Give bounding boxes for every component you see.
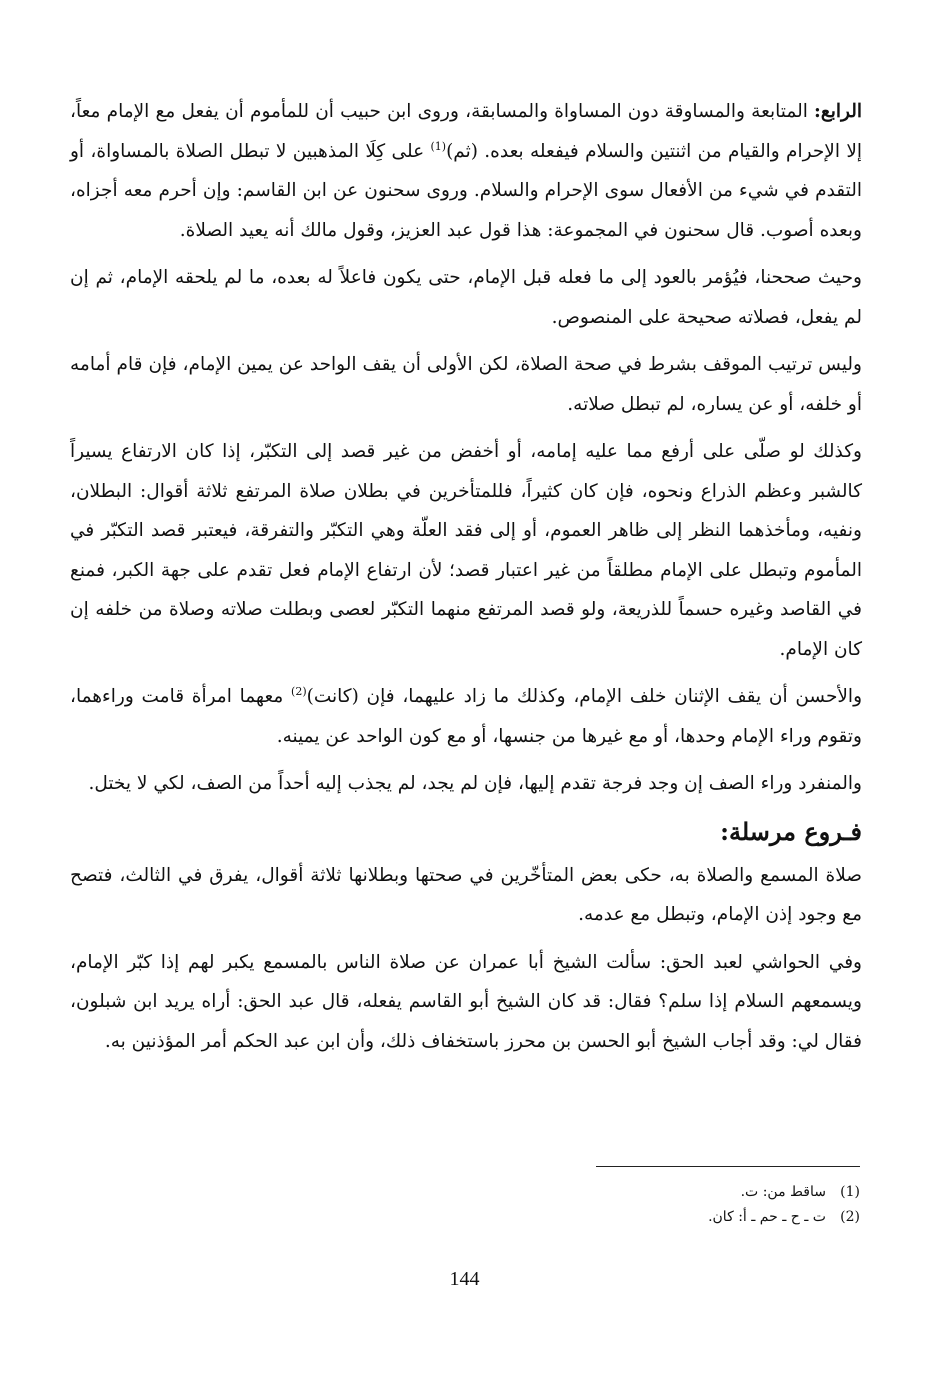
paragraph-text: وكذلك لو صلّى على أرفع مما عليه إمامه، أو أخفض من غير قصد إلى التكبّر، إذا كان الارتفاع يسيراً كالشبر وعظم الذراع ونحوه، فإن كان كثيراً، فللمتأخرين في بطلان صلاة المرتفع ثلاثة أقوال: البطلان، ونفيه، ومأخذهما النظر إلى ظاهر العموم، أو إلى فقد العلّة وهي التكبّر والتفرقة، فيعتبر قصد التكبّر في المأموم وتبطل على الإمام مطلقاً من غير اعتبار قصد؛ لأن ارتفاع الإمام فعل تقدم على جهة الكبر، فمنع في القاصد وغيره حسماً للذريعة، ولو قصد المرتفع منهما التكبّر لعصى وبطلت صلاته وصلاة من خلفه إن كان الإمام. xyxy=(70,441,862,660)
footnote-text: ساقط من: ت. xyxy=(740,1184,826,1200)
page-number: 144 xyxy=(449,1268,480,1290)
paragraph-1 xyxy=(70,92,862,250)
paragraph-text: على كِلَا المذهبين لا تبطل الصلاة بالمساواة، أو التقدم في شيء من الأفعال سوى الإحرام والسلام. وروى سحنون عن ابن القاسم: وإن أحرم معه أجزاه، وبعده أصوب. قال سحنون في المجموعة: هذا قول عبد العزيز، وقول مالك أنه يعيد الصلاة. xyxy=(70,140,862,241)
section-heading: فـروع مرسلة: xyxy=(720,816,862,846)
footnote-1 xyxy=(430,1180,860,1205)
paragraph-text: وليس ترتيب الموقف بشرط في صحة الصلاة، لكن الأولى أن يقف الواحد عن يمين الإمام، فإن قام أمامه أو خلفه، أو عن يساره، لم تبطل صلاته. xyxy=(70,354,862,415)
footnote-ref-1: (1) xyxy=(430,139,447,153)
main-text xyxy=(70,92,862,1069)
paragraph-8 xyxy=(70,943,862,1062)
footnote-number: (1) xyxy=(840,1184,860,1200)
paragraph-text: وحيث صححنا، فيُؤمر بالعود إلى ما فعله قبل الإمام، حتى يكون فاعلاً له بعده، ما لم يلحقه الإمام، ثم إن لم يفعل، فصلاته صحيحة على المنصوص. xyxy=(70,267,862,328)
paragraph-4 xyxy=(70,432,862,669)
paragraph-text: معهما امرأة قامت وراءهما، وتقوم وراء الإمام وحدها، أو مع غيرها من جنسها، أو مع كون الواحد عن يمينه. xyxy=(70,686,862,747)
footnote-number: (2) xyxy=(840,1209,860,1225)
paragraph-text: المتابعة والمساوقة دون المساواة والمسابقة، وروى ابن حبيب أن للمأموم أن يفعل مع الإمام معاً، إلا الإحرام والقيام من اثنتين والسلام فيفعله بعده. (ثم) xyxy=(70,101,863,162)
paragraph-text: صلاة المسمع والصلاة به، حكى بعض المتأخّرين في صحتها وبطلانها ثلاثة أقوال، يفرق في الثالث، فتصح مع وجود إذن الإمام، وتبطل مع عدمه. xyxy=(70,864,862,925)
footnote-ref-2: (2) xyxy=(291,684,307,698)
paragraph-6 xyxy=(70,764,862,804)
footnote-text: ت ـ ح ـ حم ـ أ: كان. xyxy=(708,1209,826,1225)
paragraph-text: وفي الحواشي لعبد الحق: سألت الشيخ أبا عمران عن صلاة الناس بالمسمع يكبر لهم إذا كبّر الإمام، ويسمعهم السلام إذا سلم؟ فقال: قد كان الشيخ أبو القاسم يفعله، قال عبد الحق: أراه يريد ابن شبلون، فقال لي: وقد أجاب الشيخ أبو الحسن بن محرز باستخفاف ذلك، وأن ابن عبد الحكم أمر المؤذنين به. xyxy=(70,951,862,1052)
paragraph-2 xyxy=(70,258,862,337)
paragraph-text: والأحسن أن يقف الإثنان خلف الإمام، وكذلك ما زاد عليهما، فإن (كانت) xyxy=(306,686,862,707)
footnote-2 xyxy=(430,1205,860,1230)
paragraph-3 xyxy=(70,345,862,424)
footnote-divider xyxy=(596,1166,860,1167)
footnotes xyxy=(430,1180,860,1230)
paragraph-5 xyxy=(70,677,862,756)
paragraph-lead: الرابع: xyxy=(814,101,862,122)
paragraph-text: والمنفرد وراء الصف إن وجد فرجة تقدم إليها، فإن لم يجد، لم يجذب إليه أحداً من الصف، لكي لا يختل. xyxy=(88,773,862,794)
paragraph-7 xyxy=(70,856,862,935)
